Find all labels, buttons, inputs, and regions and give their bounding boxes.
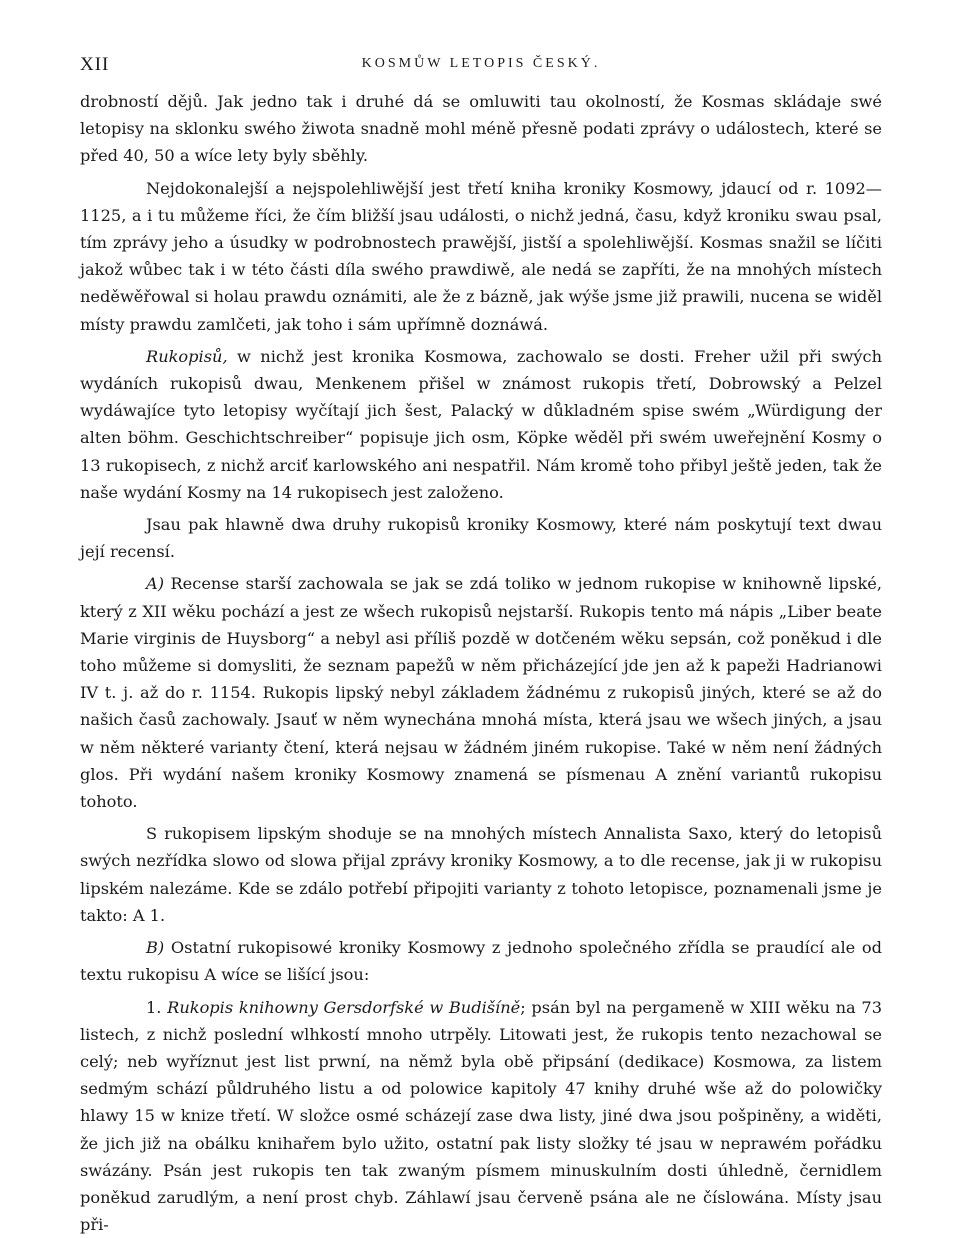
paragraph-5 <box>80 570 882 815</box>
paragraph-2: Nejdokonalejší a nejspolehliwější jest třetí kniha kroniky Kosmowy, jdaucí od r. 1092—1125, a i tu můžeme říci, že čím bližší jsau události, o nichž jedná, času, když kroniku swau psal, tím zprávy jeho a úsudky w podrobnostech prawější, jistší a spolehliwější. Kosmas snažil se líčiti jakož wůbec tak i w této části díla swého prawdiwě, ale nedá se zapříti, že na mnohých místech neděwěřowal si holau prawdu oznámiti, ale že z bázně, jak wýše jsme již prawili, nucena se widěl místy prawdu zamlčeti, jak toho i sám upřímně doznáwá. <box>80 175 882 338</box>
paragraph-7 <box>80 934 882 988</box>
paragraph-4: Jsau pak hlawně dwa druhy rukopisů kroniky Kosmowy, které nám poskytují text dwau její recensí. <box>80 511 882 565</box>
paragraph-8 <box>80 994 882 1238</box>
paragraph-1: drobností dějů. Jak jedno tak i druhé dá se omluwiti tau okolností, že Kosmas skládaje swé letopisy na sklonku swého žiwota snadně mohl méně přesně podati zprávy o událostech, které se před 40, 50 a wíce lety byly sběhly. <box>80 88 882 170</box>
paragraph-5-text: Recense starší zachowala se jak se zdá toliko w jednom rukopise w knihowně lipské, který z XII wěku pochází a jest ze wšech rukopisů nejstarší. Rukopis tento má nápis „Liber beate Marie virginis de Huysborg“ a nebyl asi příliš pozdě w dotčeném wěku sepsán, což poněkud i dle toho můžeme si domysliti, že seznam papežů w něm přicházející jde jen až k papeži Hadrianowi IV t. j. až do r. 1154. Rukopis lipský nebyl základem žádnému z rukopisů jiných, které se až do našich časů zachowaly. Jsauť w něm wynechána mnohá místa, která jsau we wšech jiných, a jsau w něm některé varianty čtení, která nejsau w žádném jiném rukopise. Také w něm není žádných glos. Při wydání našem kroniky Kosmowy znamená se písmenau A znění variantů rukopisu tohoto. <box>80 574 882 811</box>
paragraph-3-text: w nichž jest kronika Kosmowa, zachowalo se dosti. Freher užil při swých wydáních rukopisů dwau, Menkenem přišel w známost rukopis třetí, Dobrowský a Pelzel wydáwajíce tyto letopisy wyčítají jich šest, Palacký w důkladném spise swém „Würdigung der alten böhm. Geschichtschreiber“ popisuje jich osm, Köpke wěděl při swém uweřejnění Kosmy o 13 rukopisech, z nichž arciť karlowského ani nespatřil. Nám kromě toho přibyl ještě jeden, tak že naše wydání Kosmy na 14 rukopisech jest založeno. <box>80 347 882 502</box>
paragraph-7-text: Ostatní rukopisowé kroniky Kosmowy z jednoho společného zřídla se praudící ale od textu rukopisu A wíce se lišící jsou: <box>80 938 882 984</box>
paragraph-7-lead: B) <box>146 938 164 957</box>
body-text <box>80 88 882 1238</box>
paragraph-3-lead: Rukopisů, <box>146 347 228 366</box>
paragraph-6: S rukopisem lipským shoduje se na mnohých místech Annalista Saxo, který do letopisů swých nezřídka slowo od slowa přijal zprávy kroniky Kosmowy, a to dle recense, jak ji w rukopisu lipském nalezáme. Kde se zdálo potřebí připojiti varianty z tohoto letopisce, poznamenali jsme je takto: A 1. <box>80 820 882 929</box>
paragraph-8-text: ; psán byl na pergameně w XIII wěku na 73 listech, z nichž poslední wlhkostí mnoho utrpěly. Litowati jest, že rukopis tento nezachowal se celý; neb wyříznut jest list prwní, na němž byla obě připsání (dedikace) Kosmowa, za listem sedmým schází půldruhého listu a od polowice kapitoly 47 knihy druhé wše až do polowičky hlawy 15 w knize třetí. W složce osmé scházejí zase dwa listy, jiné dwa jsou pošpiněny, a widěti, že jich již na obálku knihařem bylo užito, ostatní pak listy složky té jsau w neprawém pořádku swázány. Psán jest rukopis ten tak zwaným písmem minuskulním dosti úhledně, černidlem poněkud zarudlým, a není prost chyb. Záhlawí jsau červeně psána ale ne číslowána. Místy jsau při- <box>80 998 882 1235</box>
paragraph-5-lead: A) <box>146 574 164 593</box>
running-title: KOSMŮW LETOPIS ČESKÝ. <box>80 56 882 72</box>
paragraph-8-italic: Rukopis knihowny Gersdorfské w Budišíně <box>167 998 520 1017</box>
paragraph-3 <box>80 343 882 506</box>
running-head <box>80 48 882 88</box>
paragraph-8-lead: 1. <box>146 998 167 1017</box>
page-number: XII <box>80 54 109 76</box>
